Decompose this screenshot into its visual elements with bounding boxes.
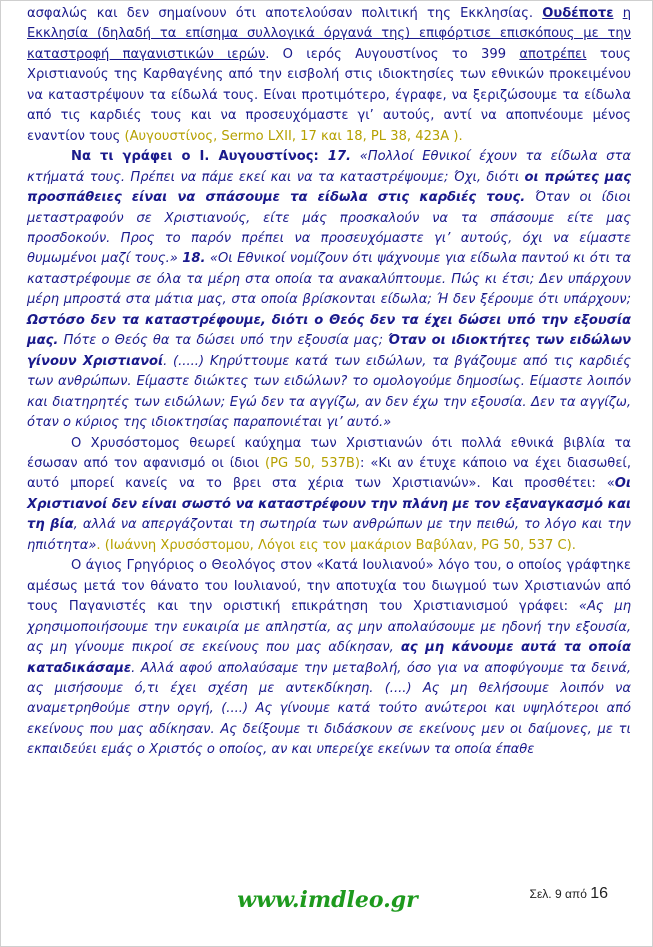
citation: (Αυγουστίνος, Sermo LXII, 17 και 18, PL 38, 423A ). <box>124 128 463 144</box>
text-run: ας μη κάνουμε αυτά τα οποία καταδικάσαμε <box>27 640 631 676</box>
text-run: οι πρώτες μας προσπάθειες είναι να σπάσουμε τα είδωλα στις καρδιές τους. <box>27 169 631 206</box>
document-body <box>27 4 631 761</box>
text-run: «Οι Εθνικοί νομίζουν ότι ψάχνουμε για είδωλα παντού κι ότι τα καταστρέφουμε σε όλα τα μέρη στα οποία τα ανακαλύπτουμε. Πώς κι έτσι; Δεν υπάρχουν μέρη μπροστά στα μάτια μας, στα οποία βρίσκονται είδωλα; Ή δεν ξέρουμε ότι υπάρχουν; <box>27 251 632 308</box>
text-run: : «Κι αν έτυχε κάποιο να έχει διασωθεί, αυτό μπορεί κανείς να το βρει στα χέρια των Χριστιανών». Και προσθέτει: « <box>27 455 631 492</box>
text-run: Να τι γράφει ο Ι. Αυγουστίνος: <box>71 149 328 165</box>
text-run: Ο άγιος Γρηγόριος ο Θεολόγος στον «Κατά Ιουλιανού» λόγο του, ο οποίος γράφτηκε αμέσως μετά τον θάνατο του Ιουλιανού, την αποτυχία του διωγμού των Χριστιανών από τους Παγανιστές και την οριστική επικράτηση του Χριστιανισμού γράφει: <box>27 558 631 615</box>
text-run: ασφαλώς και δεν σημαίνουν ότι αποτελούσαν πολιτική της Εκκλησίας. <box>27 6 543 21</box>
text-run: αποτρέπει <box>519 46 587 62</box>
citation: (PG 50, 537B) <box>265 455 360 471</box>
text-run: τους Χριστιανούς της Καρθαγένης από την εισβολή στις ιδιοκτησίες των εθνικών προκειμένου να καταστρέψουν τα είδωλά τους. Είναι προτιμότερο, έγραφε, να ξεριζώσουμε τα είδωλα από τις καρδιές τους και να προσευχόμαστε γι’ αυτούς, αντί να αποπνέουμε μένος εναντίον τους <box>27 46 631 144</box>
text-run: «Πολλοί Εθνικοί έχουν τα είδωλα στα κτήματά τους. Πρέπει να πάμε εκεί και να τα καταστρέψουμε; Όχι, διότι <box>27 149 631 185</box>
text-run: 17. <box>327 149 352 165</box>
text-run: Πότε ο Θεός θα τα δώσει υπό την εξουσία μας; <box>58 333 389 349</box>
text-run: Όταν οι ίδιοι μεταστραφούν σε Χριστιανούς, είτε μάς προσκαλούν να τα σπάσουμε είτε μας προσδοκούν. Προς το παρόν πρέπει να προσευχόμαστε γι’ αυτούς, όχι να είμαστε θυμωμένοι μαζί τους.» <box>27 190 631 267</box>
text-run: . Ο ιερός Αυγουστίνος το 399 <box>265 46 520 62</box>
text-run: , αλλά να απεργάζονται τη σωτηρία των ανθρώπων με την πειθώ, το λόγο και την ηπιότητα» <box>27 517 631 553</box>
paragraph <box>27 147 631 433</box>
page-total: 16 <box>590 885 608 902</box>
paragraph <box>27 4 631 147</box>
page-number-label: Σελ. 9 από <box>529 887 591 901</box>
text-run: . (.....) Κηρύττουμε κατά των ειδώλων, τα βγάζουμε από τις καρδιές των ανθρώπων. Είμαστε διώκτες των ειδώλων? το ομολογούμε δημοσίως. Είμαστε λοιπόν και διατηρητές των ειδώλων; Εγώ δεν τα αγγίζω, αν δεν έχω την εξουσία. Δεν τα αγγίζω, όταν ο κύριος της ιδιοκτησίας παραπονιέται γι’ αυτό.» <box>27 353 631 431</box>
paragraph <box>27 434 631 557</box>
site-url[interactable]: www.imdleo.gr <box>237 887 418 913</box>
text-run: Οι Χριστιανοί δεν είναι σωστό να καταστρέφουν την πλάνη με τον εξαναγκασμό και τη βία <box>27 476 631 533</box>
text-run: η Εκκλησία (δηλαδή τα επίσημα συλλογικά όργανά της) επιφόρτισε επισκόπους με την καταστροφή παγανιστικών ιερών <box>27 6 631 62</box>
text-run: Ουδέποτε <box>542 6 614 21</box>
paragraph <box>27 556 631 761</box>
text-run: . Αλλά αφού απολαύσαμε την μεταβολή, όσο για να αποφύγουμε τα δεινά, ας μισήσουμε ό,τι έχει σχέση με αντεκδίκηση. (....) Ας μη θελήσουμε λοιπόν να αναμετρηθούμε στην οργή, (....) Ας γίνουμε κατά τούτο ανώτεροι και υψηλότεροι από εκείνους που μας αδίκησαν. Ας δείξουμε τι διδάσκουν σε εκείνους μεν οι δαίμονες, με τι εκπαιδεύει εμάς ο Χριστός ο οποίος, αν και υπερείχε εκείνων τα οποία έπαθε <box>27 660 631 758</box>
page-number <box>530 885 608 903</box>
citation: . (Ιωάννη Χρυσόστομου, Λόγοι εις τον μακάριον Βαβύλαν, PG 50, 537 C). <box>96 537 576 553</box>
text-run: 18. <box>182 251 206 267</box>
text-run: Όταν οι ιδιοκτήτες των ειδώλων γίνουν Χριστιανοί <box>27 333 631 369</box>
text-run <box>614 6 623 21</box>
text-run: Ωστόσο δεν τα καταστρέφουμε, διότι ο Θεός δεν τα έχει δώσει υπό την εξουσία μας. <box>27 312 631 349</box>
text-run: «Ας μη χρησιμοποιήσουμε την ευκαιρία με απληστία, ας μην απολαύσουμε με ηδονή την εξουσία, ας μη γίνουμε πικροί σε εκείνους που μας αδίκησαν, <box>27 599 631 656</box>
text-run: Ο Χρυσόστομος θεωρεί καύχημα των Χριστιανών ότι πολλά εθνικά βιβλία τα έσωσαν από τον αφανισμό οι ίδιοι <box>27 435 631 471</box>
